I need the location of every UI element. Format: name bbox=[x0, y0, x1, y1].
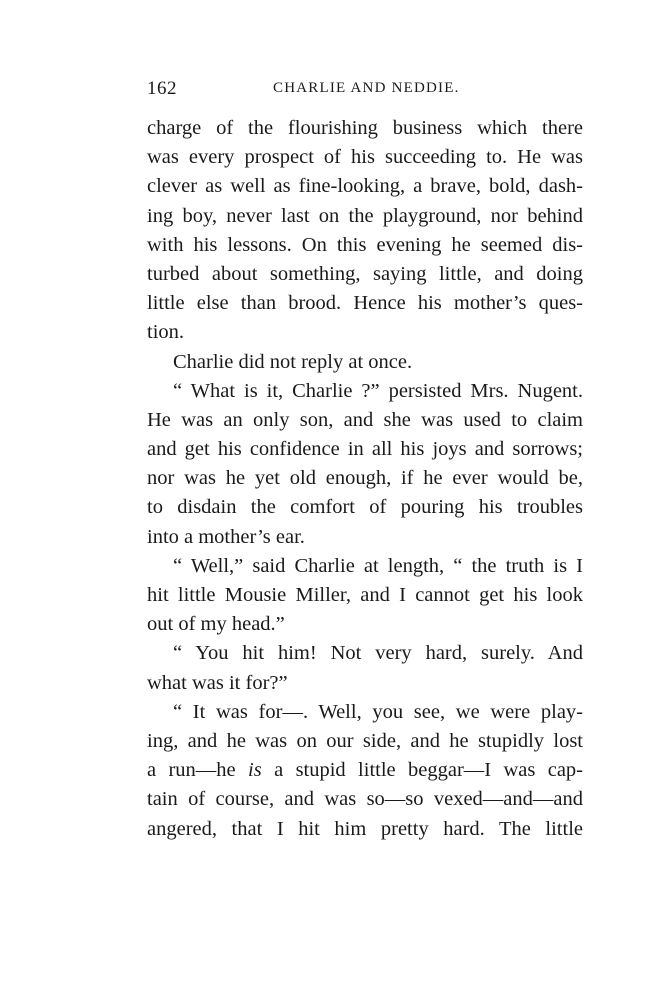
text-line: angered, that I hit him pretty hard. The little bbox=[147, 817, 583, 840]
text-line: tion. bbox=[147, 321, 185, 344]
body-text bbox=[147, 114, 583, 844]
text-line: turbed about something, saying little, and doing bbox=[147, 262, 583, 285]
emphasis-text: is bbox=[248, 759, 262, 782]
text-line: what was it for?” bbox=[147, 671, 288, 694]
text-line: hit little Mousie Miller, and I cannot get his look bbox=[147, 584, 583, 606]
text-line: “ Well,” said Charlie at length, “ the truth is I bbox=[173, 554, 583, 577]
text-line: “ It was for—. Well, you see, we were play- bbox=[173, 700, 583, 723]
page-number: 162 bbox=[147, 78, 177, 99]
text-line: into a mother’s ear. bbox=[147, 525, 305, 548]
text-segment: a stupid little beggar—I was cap- bbox=[274, 759, 584, 782]
text-line: Charlie did not reply at once. bbox=[173, 350, 413, 373]
running-head: CHARLIE AND NEDDIE. bbox=[273, 80, 460, 96]
text-line: was every prospect of his succeeding to. He was bbox=[147, 146, 583, 169]
text-line: He was an only son, and she was used to claim bbox=[147, 408, 583, 431]
text-line: ing, and he was on our side, and he stupidly lost bbox=[147, 729, 583, 752]
text-line: out of my head.” bbox=[147, 613, 285, 636]
text-line: nor was he yet old enough, if he ever would be, bbox=[147, 467, 583, 490]
page-header bbox=[147, 78, 582, 104]
text-line: with his lessons. On this evening he seemed dis- bbox=[147, 233, 583, 256]
text-line: and get his confidence in all his joys and sorrows; bbox=[147, 438, 583, 461]
text-line: “ What is it, Charlie ?” persisted Mrs. Nugent. bbox=[173, 379, 583, 402]
text-line: little else than brood. Hence his mother’s ques- bbox=[147, 292, 583, 315]
text-line: clever as well as fine-looking, a brave, bold, dash- bbox=[147, 175, 583, 198]
text-line bbox=[147, 756, 583, 785]
text-segment: a run—he bbox=[147, 759, 236, 782]
text-line: charge of the flourishing business which there bbox=[147, 117, 583, 139]
text-line: to disdain the comfort of pouring his troubles bbox=[147, 496, 583, 519]
text-line: ing boy, never last on the playground, nor behind bbox=[147, 204, 583, 227]
text-line: tain of course, and was so—so vexed—and—and bbox=[147, 788, 583, 811]
text-line: “ You hit him! Not very hard, surely. And bbox=[173, 642, 583, 665]
